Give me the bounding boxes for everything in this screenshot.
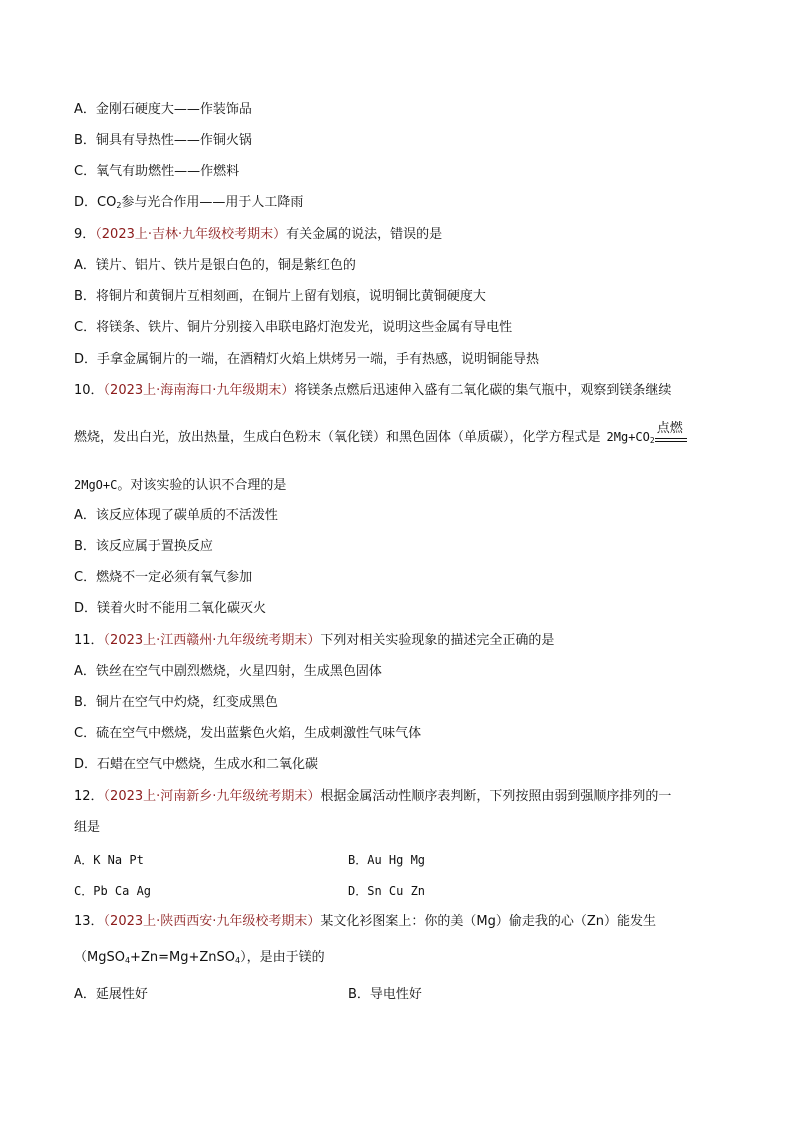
question-10-stem-line2: 燃烧，发出白光，放出热量，生成白色粉末（氧化镁）和黑色固体（单质碳），化学方程式是 $2Mg+CO_2$ 点燃 [74, 428, 687, 450]
question-source: （2023上·陕西西安·九年级校考期末） [103, 914, 321, 929]
equation-left: $2Mg+CO_2$ [606, 430, 655, 445]
q11-option-c: C．硫在空气中燃烧，发出蓝紫色火焰，生成刺激性气味气体 [74, 726, 422, 741]
q10-option-b: B．该反应属于置换反应 [74, 539, 213, 554]
q11-option-d: D．石蜡在空气中燃烧，生成水和二氧化碳 [74, 757, 319, 772]
prev-option-d: D．$CO_2$参与光合作用——用于人工降雨 [74, 195, 304, 210]
question-12-stem: 12．（2023上·河南新乡·九年级统考期末）根据金属活动性顺序表判断，下列按照由弱到强顺序排列的一 [74, 789, 672, 804]
question-number: 13． [74, 914, 104, 929]
q11-option-a: A．铁丝在空气中剧烈燃烧，火星四射，生成黑色固体 [74, 664, 382, 679]
prev-option-a: A．金刚石硬度大——作装饰品 [74, 102, 252, 117]
question-11-stem: 11．（2023上·江西赣州·九年级统考期末）下列对相关实验现象的描述完全正确的是 [74, 633, 555, 648]
question-9-stem: 9．（2023上·吉林·九年级校考期末）有关金属的说法，错误的是 [74, 227, 443, 242]
question-source: （2023上·海南海口·九年级期末） [103, 383, 295, 398]
question-source: （2023上·江西赣州·九年级统考期末） [103, 633, 321, 648]
q13-option-a: A．延展性好 [74, 987, 148, 1002]
question-number: 12． [74, 789, 104, 804]
reaction-condition: 点燃 [655, 432, 687, 450]
question-10-stem: 10．（2023上·海南海口·九年级期末）将镁条点燃后迅速伸入盛有二氧化碳的集气瓶中，观察到镁条继续 [74, 383, 672, 398]
q12-option-b: B．Au Hg Mg [348, 853, 426, 867]
question-source: （2023上·河南新乡·九年级统考期末） [103, 789, 321, 804]
q12-option-d: D．Sn Cu Zn [348, 884, 426, 898]
question-13-stem: 13．（2023上·陕西西安·九年级校考期末）某文化衫图案上：你的美（Mg）偷走我的心（Zn）能发生 [74, 914, 657, 929]
q13-option-b: B．导电性好 [348, 987, 422, 1002]
q12-option-c: C．Pb Ca Ag [74, 884, 152, 898]
q11-option-b: B．铜片在空气中灼烧，红变成黑色 [74, 695, 278, 710]
q10-option-c: C．燃烧不一定必须有氧气参加 [74, 570, 253, 585]
q12-option-a: A．K Na Pt [74, 853, 144, 867]
prev-option-b: B．铜具有导热性——作铜火锅 [74, 133, 252, 148]
equation-right: 2MgO+C [74, 478, 118, 492]
prev-option-c: C．氧气有助燃性——作燃料 [74, 164, 240, 179]
question-number: 11． [74, 633, 104, 648]
q9-option-d: D．手拿金属铜片的一端，在酒精灯火焰上烘烤另一端，手有热感，说明铜能导热 [74, 352, 540, 367]
q10-option-a: A．该反应体现了碳单质的不活泼性 [74, 508, 278, 523]
question-12-stem-line2: 组是 [74, 820, 101, 835]
question-number: 9． [74, 227, 96, 242]
q9-option-b: B．将铜片和黄铜片互相刻画，在铜片上留有划痕，说明铜比黄铜硬度大 [74, 289, 486, 304]
q10-option-d: D．镁着火时不能用二氧化碳灭火 [74, 601, 267, 616]
question-number: 10． [74, 383, 104, 398]
q9-option-a: A．镁片、铝片、铁片是银白色的，铜是紫红色的 [74, 258, 356, 273]
question-source: （2023上·吉林·九年级校考期末） [95, 227, 287, 242]
q9-option-c: C．将镁条、铁片、铜片分别接入串联电路灯泡发光，说明这些金属有导电性 [74, 320, 513, 335]
question-13-stem-line2: （MgSO$_4$+Zn=Mg+ZnSO$_4$），是由于镁的 [74, 950, 325, 965]
question-10-stem-line3: 2MgO+C。对该实验的认识不合理的是 [74, 478, 287, 493]
